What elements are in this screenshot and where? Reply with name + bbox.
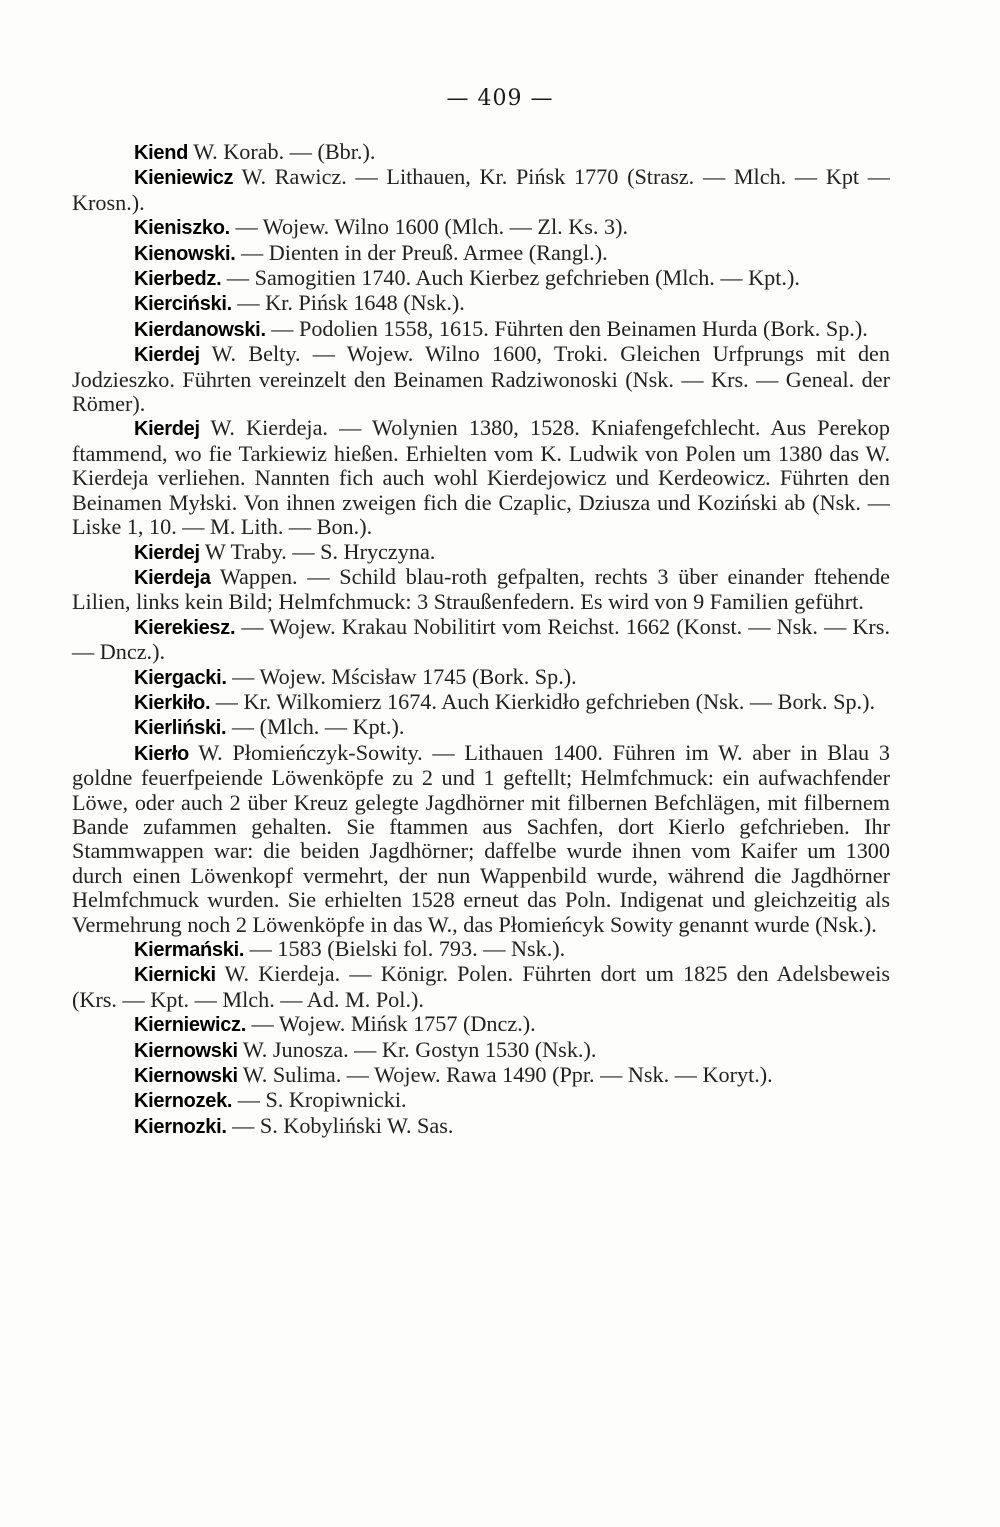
entry-text: — S. Kropiwnicki. [232,1087,407,1113]
entry [72,715,890,740]
entry-name: Kiend [134,142,189,164]
entry-name: Kierdanowski. [134,318,266,341]
entry [72,665,890,690]
page-number: — 409 — [446,86,554,111]
entry-text: W. Płomieńczyk-Sowity. — Lithauen 1400. Führen im W. aber in Blau 3 goldne feuerfpeiende Löwenköpfe zu 2 und 1 geftellt; Helmfchmuck: ein aufwachfender Löwe, oder auch 2 über Kreuz gelegte Jagdhörner mit filbernen Befchlägen, mit filbernem Bande zufammen gehalten. Sie ftammen aus Sachfen, dort Kierlo gefchrieben. Ihr Stammwappen war: die beiden Jagdhörner; daffelbe wurde ihnen vom Kaifer um 1300 durch einen Löwenkopf vermehrt, der nun Wappenbild wurde, während die Jagdhörner Helmfchmuck wurden. Sie erhielten 1528 erneut das Poln. Indigenat und gleichzeitig als Vermehrung noch 2 Löwenköpfe in das W., das Płomieńcyk Sowity genannt wurde (Nsk.). [72,739,890,937]
entry [72,1114,890,1139]
entry-name: Kieniewicz [134,167,234,190]
entry-name: Kierkiło. [134,691,211,714]
entry [72,215,890,240]
entry [72,140,890,165]
entry-text: W Traby. — S. Hryczyna. [199,538,436,564]
entry [72,565,890,615]
entry [72,416,890,539]
entry [72,241,890,266]
entry-text: — Wojew. Wilno 1600 (Mlch. — Zl. Ks. 3). [229,214,629,240]
entry-name: Kiernowski [134,1065,238,1088]
entry [72,1038,890,1063]
entry-text: — Kr. Wilkomierz 1674. Auch Kierkidło gefchrieben (Nsk. — Bork. Sp.). [210,688,876,714]
entry-list [72,140,890,1139]
entry [72,317,890,342]
entry-text: W. Kierdeja. — Wolynien 1380, 1528. Kniafengefchlecht. Aus Perekop ftammend, wo fie Tarkiewiz hießen. Erhielten vom K. Ludwik von Polen um 1380 das W. Kierdeja verliehen. Nannten fich auch wohl Kierdejowicz und Kerdeowicz. Führten den Beinamen Myłski. Von ihnen zweigen fich die Czaplic, Dziusza und Koziński ab (Nsk. — Liske 1, 10. — M. Lith. — Bon.). [72,415,890,540]
entry-name: Kierniewicz. [134,1014,246,1037]
entry-name: Kierdej [134,418,200,441]
entry-text: W. Belty. — Wojew. Wilno 1600, Troki. Gleichen Urfprungs mit den Jodzieszko. Führten vereinzelt den Beinamen Radziwonoski (Nsk. — Krs. — Geneal. der Römer). [72,341,890,417]
entry-text: — (Mlch. — Kpt.). [226,714,405,740]
entry-name: Kiergacki. [134,666,227,689]
entry-name: Kierło [134,742,189,765]
entry-text: — Wojew. Mścisław 1745 (Bork. Sp.). [226,663,577,689]
entry-text: W. Junosza. — Kr. Gostyn 1530 (Nsk.). [237,1036,597,1062]
entry-text: W. Sulima. — Wojew. Rawa 1490 (Ppr. — Nsk. — Koryt.). [237,1062,773,1088]
entry-text: Wappen. — Schild blau-roth gefpalten, rechts 3 über einander ftehende Lilien, links kein Bild; Helmfchmuck: 3 Straußenfedern. Es wird von 9 Familien geführt. [72,563,890,615]
entry [72,1088,890,1113]
entry [72,1063,890,1088]
entry-name: Kierdej [134,541,200,564]
entry-text: — Samogitien 1740. Auch Kierbez gefchrieben (Mlch. — Kpt.). [221,265,800,291]
entry [72,615,890,665]
entry [72,291,890,316]
entry-name: Kierliński. [134,717,227,740]
entry [72,342,890,416]
entry-name: Kierdeja [134,566,211,589]
entry-name: Kieniszko. [134,217,230,240]
entry-name: Kiermański. [134,939,245,961]
entry-text: — Dienten in der Preuß. Armee (Rangl.). [235,239,608,265]
entry [72,540,890,565]
entry-text: W. Korab. — (Bbr.). [188,139,376,164]
entry-text: — Kr. Pińsk 1648 (Nsk.). [231,290,465,316]
entry-name: Kiernowski [134,1039,238,1062]
entry-name: Kienowski. [134,242,236,265]
entry [72,962,890,1012]
entry-text: W. Kierdeja. — Königr. Polen. Führten dort um 1825 den Adelsbeweis (Krs. — Kpt. — Mlch. — Ad. M. Pol.). [72,961,890,1012]
entry [72,690,890,715]
entry-text: W. Rawicz. — Lithauen, Kr. Pińsk 1770 (Strasz. — Mlch. — Kpt — Krosn.). [72,164,890,215]
entry [72,266,890,291]
entry-name: Kierbedz. [134,268,222,291]
entry-name: Kierdej [134,344,200,367]
entry [72,937,890,962]
entry-text: — Podolien 1558, 1615. Führten den Beinamen Hurda (Bork. Sp.). [265,315,868,341]
entry-text: — 1583 (Bielski fol. 793. — Nsk.). [244,936,566,961]
entry-name: Kierciński. [134,293,232,316]
entry-name: Kiernicki [134,964,216,987]
entry-name: Kiernozek. [134,1090,233,1113]
entry [72,1012,890,1037]
entry [72,741,890,937]
entry-name: Kierekiesz. [134,616,236,639]
entry-name: Kiernozki. [134,1115,227,1138]
entry-text: — S. Kobyliński W. Sas. [226,1112,454,1138]
entry-text: — Wojew. Krakau Nobilitirt vom Reichst. 1662 (Konst. — Nsk. — Krs. — Dncz.). [72,613,890,665]
entry-text: — Wojew. Mińsk 1757 (Dncz.). [246,1011,536,1037]
entry [72,165,890,215]
